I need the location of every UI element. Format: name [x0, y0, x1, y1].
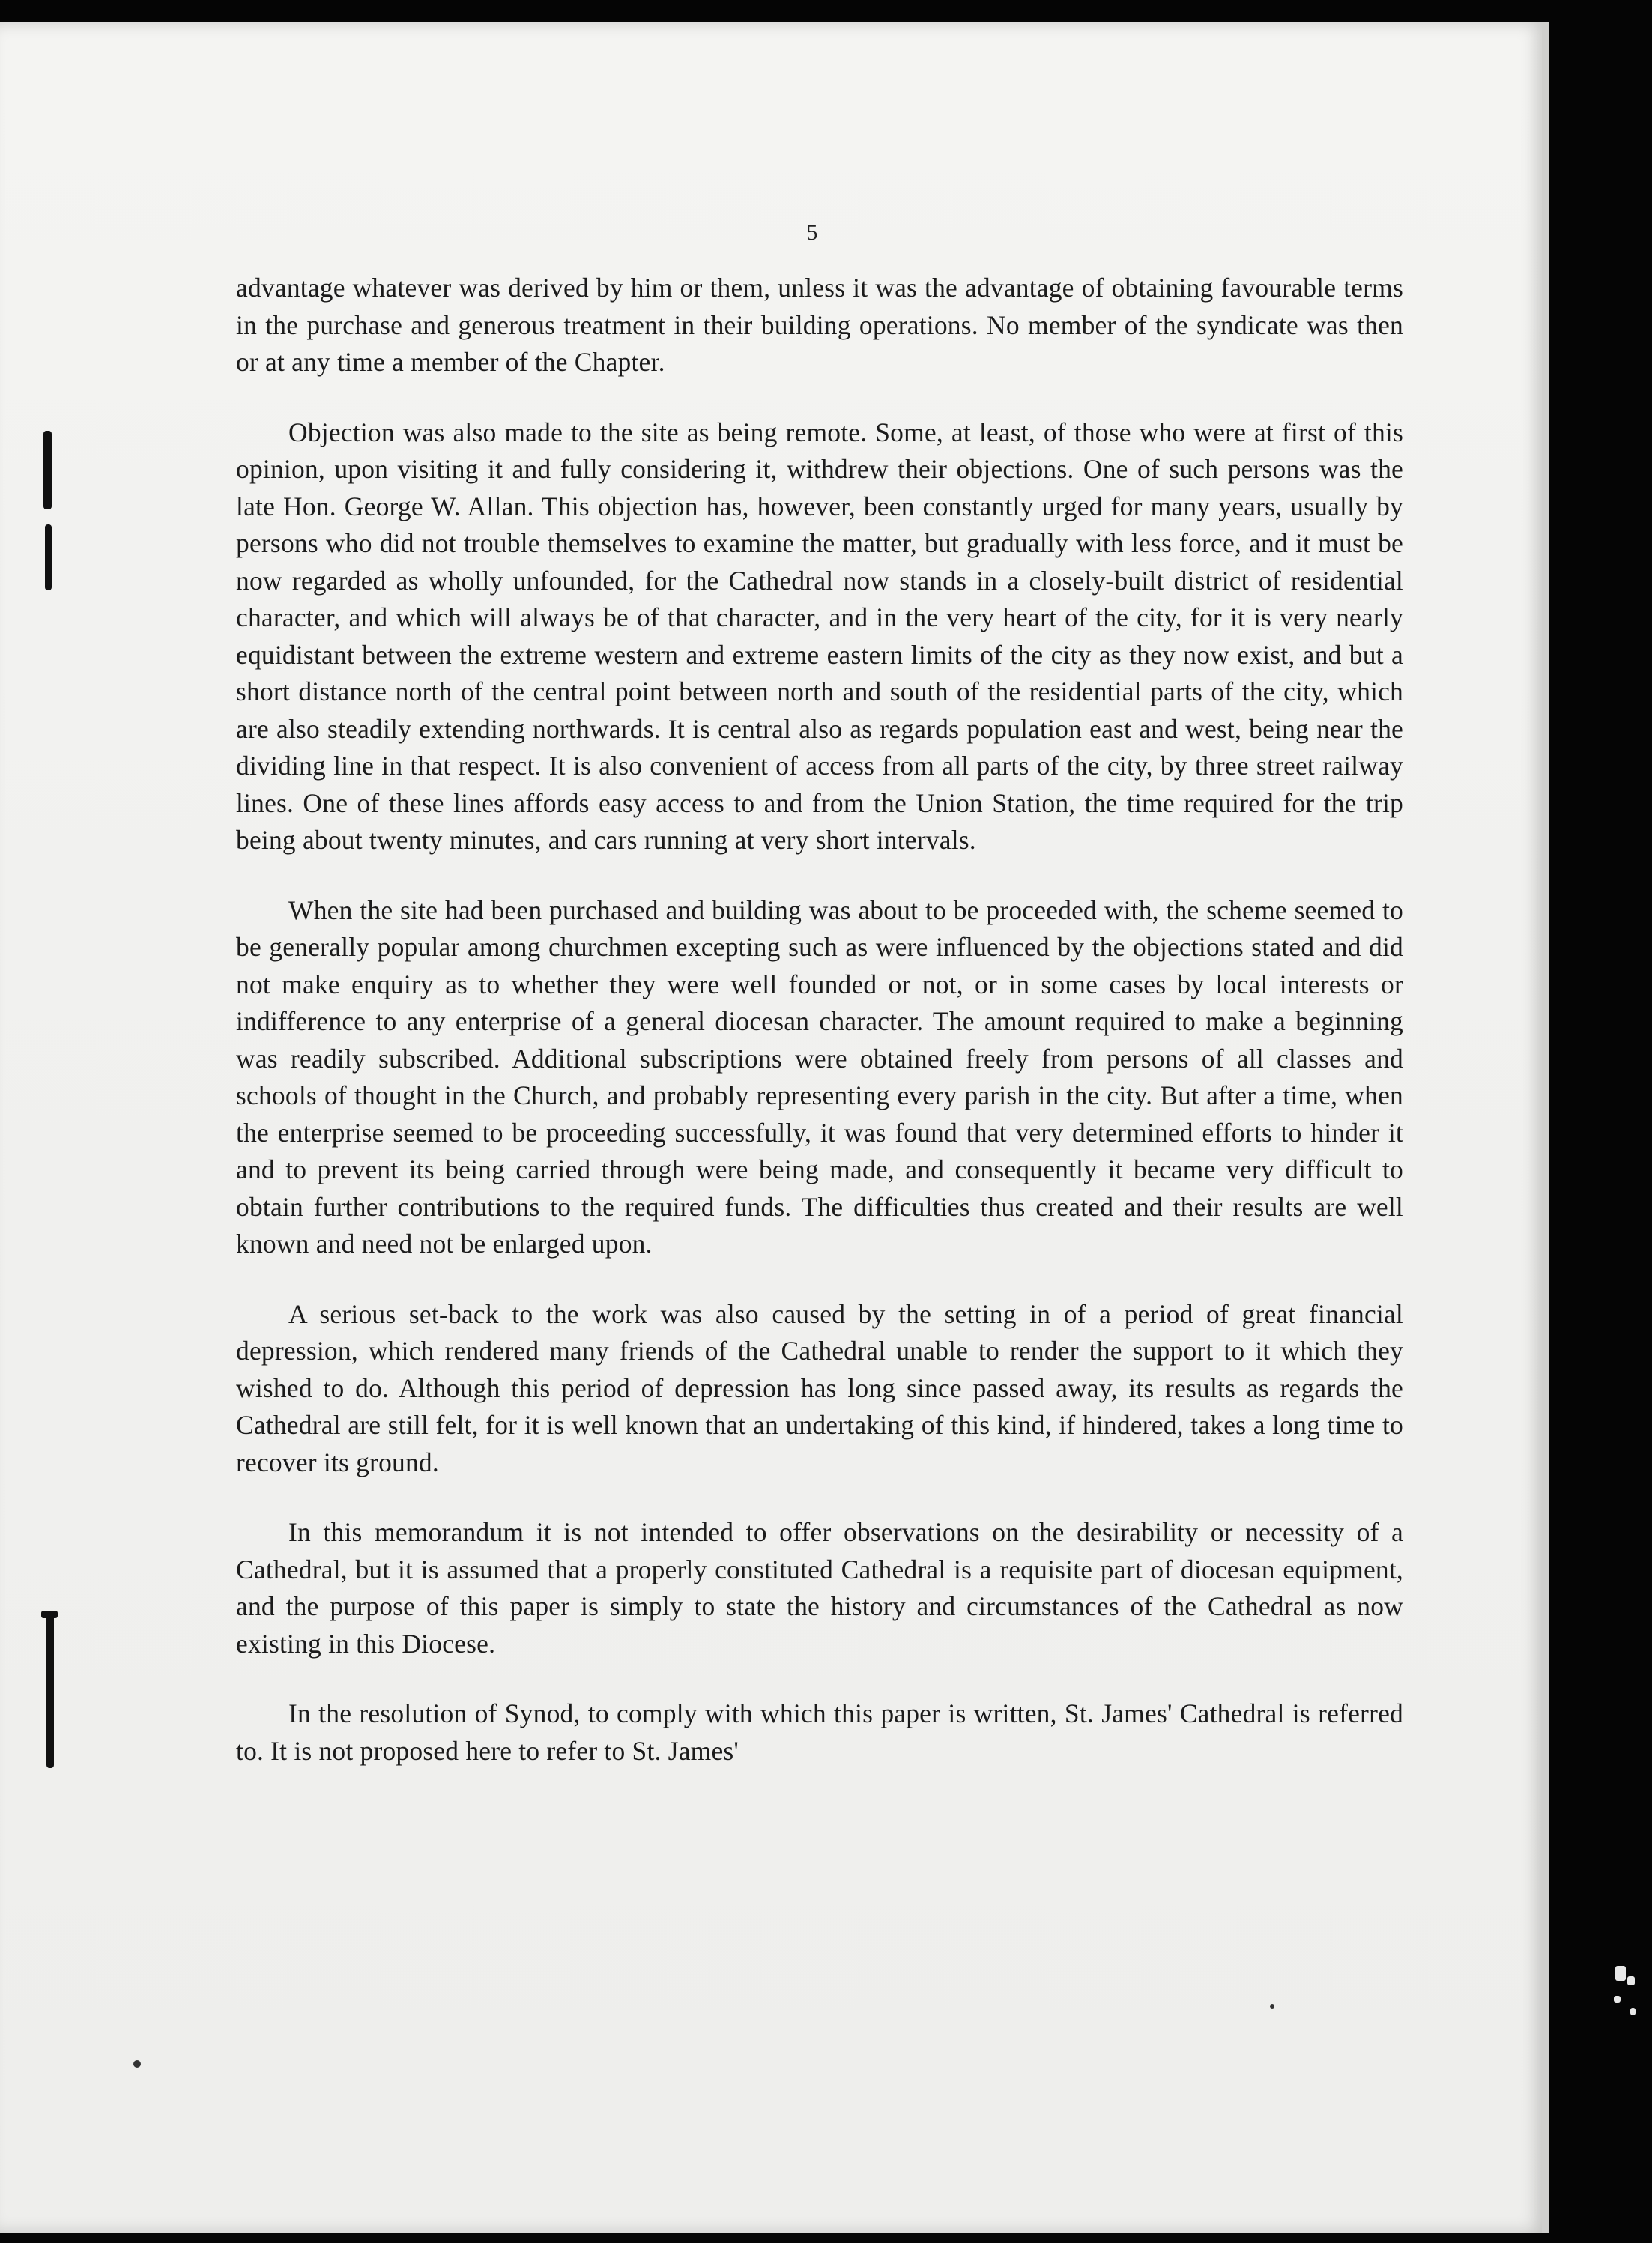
paragraph: Objection was also made to the site as being remote. Some, at least, of those who were at first of this opinion, upon visiting it and fully considering it, withdrew their objections. One of such persons was the late Hon. George W. Allan. This objection has, however, been constantly urged for many years, usually by persons who did not trouble themselves to examine the matter, but gradually with less force, and it must be now regarded as wholly unfounded, for the Cathedral now stands in a closely-built district of residential character, and which will always be of that character, and in the very heart of the city, for it is very nearly equidistant between the extreme western and extreme eastern limits of the city as they now exist, and but a short distance north of the central point between north and south of the residential parts of the city, which are also steadily extending northwards. It is central also as regards population east and west, being near the dividing line in that respect. It is also convenient of access from all parts of the city, by three street railway lines. One of these lines affords easy access to and from the Union Station, the time required for the trip being about twenty minutes, and cars running at very short intervals. [236, 417, 1403, 855]
paragraph: A serious set-back to the work was also caused by the setting in of a period of great financial depression, which rendered many friends of the Cathedral unable to render the support to it which they wished to do. Although this period of depression has long since passed away, its results as regards the Cathedral are still felt, for it is well known that an undertaking of this kind, if hindered, takes a long time to recover its ground. [236, 1298, 1403, 1477]
scan-speck [133, 2060, 141, 2068]
paragraph: advantage whatever was derived by him or them, unless it was the advantage of obtaining favourable terms in the purchase and generous treatment in their building operations. No member of the syndicate was then or at any time a member of the Chapter. [236, 273, 1403, 377]
page-number: 5 [806, 220, 818, 245]
scan-flecks [1611, 1963, 1641, 2023]
scan-speck [1270, 2004, 1274, 2009]
page-edge [1542, 22, 1549, 2233]
paragraph: In the resolution of Synod, to comply with which this paper is written, St. James' Cathedral is referred to. It is not proposed here to refer to St. James' [236, 1698, 1403, 1766]
paragraph: When the site had been purchased and building was about to be proceeded with, the scheme seemed to be generally popular among churchmen excepting such as were influenced by the objections stated and did not make enquiry as to whether they were well founded or not, or in some cases by local interests or indifference to any enterprise of a general diocesan character. The amount required to make a beginning was readily subscribed. Additional subscriptions were obtained freely from persons of all classes and schools of thought in the Church, and probably representing every parish in the city. But after a time, when the enterprise seemed to be proceeding successfully, it was found that very determined efforts to hinder it and to prevent its being carried through were being made, and consequently it became very difficult to obtain further contributions to the required funds. The difficulties thus created and their results are well known and need not be enlarged upon. [236, 895, 1403, 1259]
body-text [236, 270, 1403, 1802]
binding-mark [45, 524, 52, 590]
binding-mark [46, 1611, 54, 1768]
paragraph: In this memorandum it is not intended to offer observations on the desirability or necessity of a Cathedral, but it is assumed that a properly constituted Cathedral is a requisite part of diocesan equipment, and the purpose of this paper is simply to state the history and circumstances of the Cathedral as now existing in this Diocese. [236, 1517, 1403, 1659]
binding-mark [43, 431, 52, 509]
